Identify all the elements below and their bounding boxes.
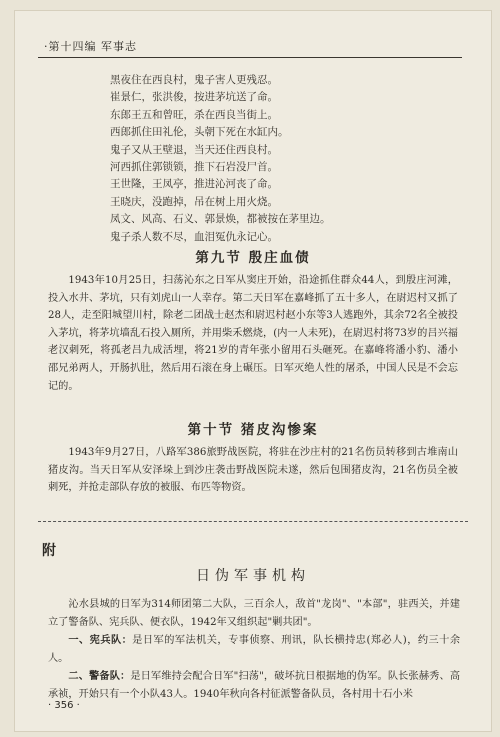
page-number: · 356 · [48, 700, 80, 711]
verse-line: 鬼子杀人数不尽，血泪冤仇永记心。 [110, 230, 278, 243]
appendix-item-1 [48, 632, 460, 667]
section-10-paragraph: 1943年9月27日，八路军386旅野战医院，将驻在沙庄村的21名伤员转移到古堆南山猪皮沟。当天日军从安泽垛上到沙庄袭击野战医院未遂，然后包围猪皮沟，21名伤员全被刺死，并抢走部队存放的被服、布匹等物资。 [48, 447, 458, 494]
section-9-title: 第九节 殷庄血债 [195, 250, 311, 266]
folk-verse [110, 72, 331, 246]
section-divider [38, 521, 468, 522]
verse-line: 凤文、风高、石义、郭景焕，都被按在茅里边。 [110, 213, 331, 226]
book-page [14, 10, 492, 732]
item-1-heading: 一、宪兵队： [68, 635, 133, 646]
item-2-heading: 二、警备队： [68, 671, 131, 682]
verse-line: 王世隆，王凤亭，推进沁河丧了命。 [110, 178, 278, 191]
appendix-title: 日伪军事机构 [196, 568, 310, 584]
verse-line: 河西抓住郭锁锁，推下石岩没尸首。 [110, 161, 278, 174]
item-2-text: 是日军维持会配合日军"扫荡"，破坏抗日根据地的伪军。队长张赫秀、高承祯，开始只有一个小队43人。1940年秋向各村征派警备队员，各村用十石小米 [48, 671, 461, 700]
verse-line: 西郎抓住田礼伦，头朝下死在水缸内。 [110, 126, 289, 139]
appendix-intro: 沁水县城的日军为314师团第二大队，三百余人，敌首"龙岗"、"本部"，驻西关，并建立了警备队、宪兵队、便衣队，1942年又组织起"剿共团"。 [48, 599, 460, 628]
verse-line: 王晓庆，没跑掉，吊在树上用火烧。 [110, 195, 278, 208]
header-rule [38, 57, 462, 58]
verse-line: 鬼子又从王壁退，当天还住西良村。 [110, 143, 278, 156]
section-10-title: 第十节 猪皮沟惨案 [187, 422, 319, 438]
section-9-paragraph: 1943年10月25日，扫荡沁东之日军从窦庄开始，沿途抓住群众44人，到殷庄河滩，投入水井、茅坑，只有刘虎山一人幸存。第二天日军在嘉峰抓了五十多人，在尉迟村又抓了28人，走至阳城望川村，除老二团战士赵杰和尉迟村赵小东等3人逃跑外，其余72名全被投入茅坑，将茅坑墙乱石投入厕所，并用柴禾燃烧，(内一人未死)，在尉迟村将73岁的吕兴福老汉刺死，将孤老吕九成活埋，将21岁的青年张小留用石头砸死。在嘉峰将潘小豹、潘小邵兄弟两人，开肠扒肚，然后用石滚在身上碾压。日军灭绝人性的屠杀，中国人民是不会忘记的。 [48, 275, 458, 392]
appendix-item-2 [48, 668, 460, 703]
verse-line: 崔景仁，张洪俊，按进茅坑送了命。 [110, 91, 278, 104]
verse-line: 黑夜住在西良村，鬼子害人更残忍。 [110, 74, 278, 86]
verse-line: 东郎王五和曾旺，杀在西良当街上。 [110, 108, 278, 121]
item-1-text: 是日军的军法机关，专事侦察、刑讯，队长横持忠(郑必人)，约三十余人。 [48, 635, 461, 664]
running-header: ·第十四编 军事志 [44, 40, 137, 53]
appendix-label: 附 [42, 543, 56, 559]
